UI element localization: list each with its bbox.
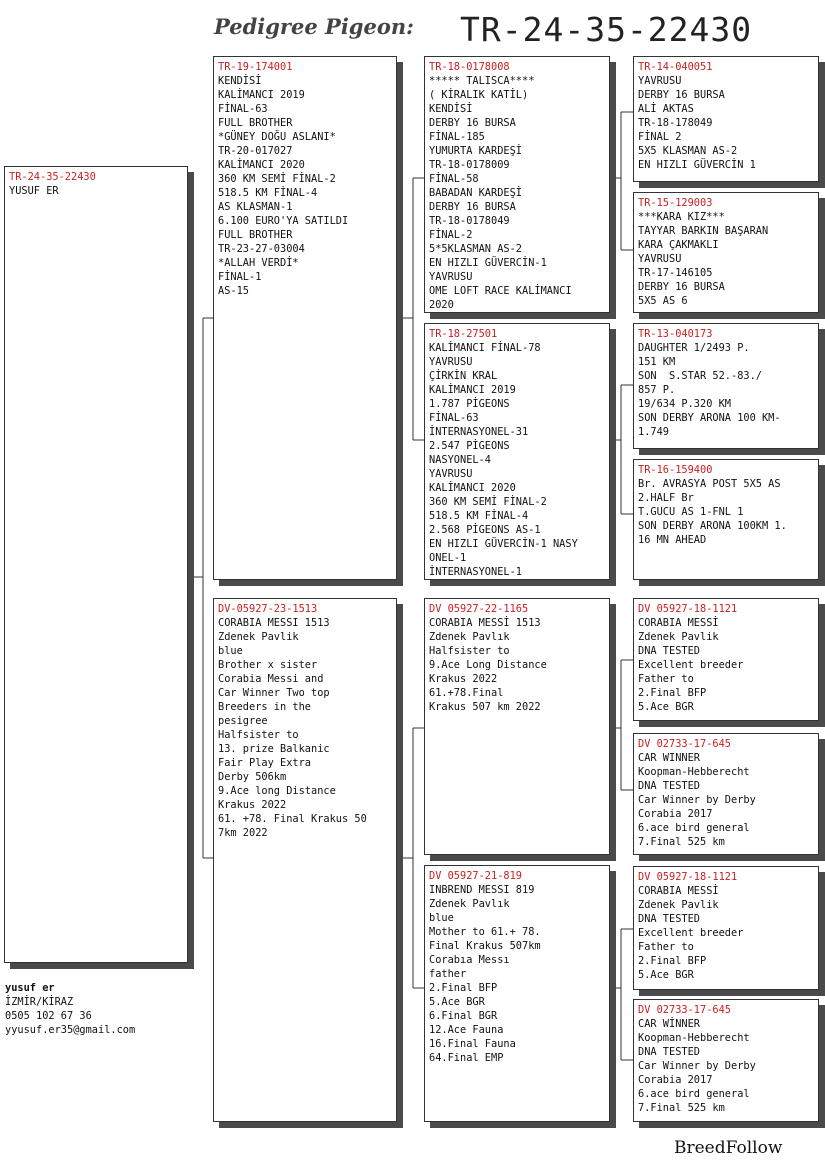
card-line: TR-18-178049 xyxy=(638,117,713,129)
card-line: İNTERNASYONEL-1 xyxy=(429,566,522,578)
owner-email: yyusuf.er35@gmail.com xyxy=(5,1024,136,1036)
card-line: FİNAL 2 xyxy=(638,131,682,143)
card-line: Krakus 507 km 2022 xyxy=(429,701,541,713)
card-line: 1.749 xyxy=(638,426,669,438)
card-line: Car Winner Two top xyxy=(218,687,330,699)
card-line: Fair Play Extra xyxy=(218,757,311,769)
card-line: KALİMANCI 2020 xyxy=(218,159,305,171)
card-line: FİNAL-2 xyxy=(429,229,473,241)
card-line: Halfsister to xyxy=(429,645,510,657)
dds-card xyxy=(633,866,819,990)
card-line: KENDİSİ xyxy=(218,75,262,87)
card-line: Breeders in the xyxy=(218,701,311,713)
ring-number: DV 05927-18-1121 xyxy=(638,871,738,883)
card-lines xyxy=(9,184,183,198)
card-line: Halfsister to xyxy=(218,729,299,741)
card-line: *ALLAH VERDİ* xyxy=(218,257,299,269)
ring-number: TR-16-159400 xyxy=(638,464,713,476)
pedigree-ring-title: TR-24-35-22430 xyxy=(460,10,753,49)
card-line: ( KİRALIK KATİL) xyxy=(429,89,529,101)
card-line: 5.Ace BGR xyxy=(429,996,485,1008)
card-line: FULL BROTHER xyxy=(218,117,293,129)
ring-number: TR-15-129003 xyxy=(638,197,713,209)
card-line: Excellent breeder xyxy=(638,927,744,939)
card-line: Derby 506km xyxy=(218,771,287,783)
card-line: EN HIZLI GÜVERCİN-1 NASY xyxy=(429,538,578,550)
card-line: KALİMANCI 2019 xyxy=(218,89,305,101)
connector-dam xyxy=(397,728,424,988)
sire-dam-card xyxy=(424,323,610,580)
card-line: 7.Final 525 km xyxy=(638,1102,725,1114)
card-line: YAVRUSU xyxy=(429,356,473,368)
card-line: DAUGHTER 1/2493 P. xyxy=(638,342,750,354)
card-line: TR-17-146105 xyxy=(638,267,713,279)
card-line: YAVRUSU xyxy=(638,75,682,87)
card-line: Car Winner by Derby xyxy=(638,794,756,806)
sire-sire-card xyxy=(424,56,610,313)
card-line: DERBY 16 BURSA xyxy=(429,201,516,213)
ring-number: DV-05927-23-1513 xyxy=(218,603,318,615)
card-line: ONEL-1 xyxy=(429,552,467,564)
card-lines xyxy=(638,616,814,714)
card-line: Car Winner by Derby xyxy=(638,1060,756,1072)
card-line: Mother to 61.+ 78. xyxy=(429,926,541,938)
connector-dd xyxy=(610,929,633,1060)
card-lines xyxy=(218,74,392,298)
card-line: CORABIA MESSİ xyxy=(638,885,719,897)
card-line: SON S.STAR 52.-83./ xyxy=(638,370,762,382)
ring-number: DV 02733-17-645 xyxy=(638,738,731,750)
ring-number: TR-19-174001 xyxy=(218,61,293,73)
card-line: YAVRUSU xyxy=(638,253,682,265)
card-lines xyxy=(429,74,605,312)
card-line: CORABIA MESSI 1513 xyxy=(218,617,330,629)
pedigree-heading: Pedigree Pigeon: xyxy=(214,14,414,39)
card-lines xyxy=(638,884,814,982)
owner-info xyxy=(5,981,135,1037)
card-line: AS KLASMAN-1 xyxy=(218,201,293,213)
brand-footer: BreedFollow xyxy=(674,1138,783,1158)
card-line: 1.787 PİGEONS xyxy=(429,398,510,410)
ring-number: TR-14-040051 xyxy=(638,61,713,73)
card-line: KALİMANCI 2020 xyxy=(429,482,516,494)
card-line: 7.Final 525 km xyxy=(638,836,725,848)
card-line: KENDİSİ xyxy=(429,103,473,115)
card-lines xyxy=(429,883,605,1065)
card-line: FULL BROTHER xyxy=(218,229,293,241)
card-line: 64.Final EMP xyxy=(429,1052,504,1064)
card-line: 151 KM xyxy=(638,356,676,368)
card-line: 2.547 PİGEONS xyxy=(429,440,510,452)
card-line: KALİMANCI 2019 xyxy=(429,384,516,396)
card-line: 5*5KLASMAN AS-2 xyxy=(429,243,522,255)
card-line: DERBY 16 BURSA xyxy=(429,117,516,129)
card-line: EN HIZLI GÜVERCİN-1 xyxy=(429,257,547,269)
card-line: DERBY 16 BURSA xyxy=(638,281,725,293)
card-line: DNA TESTED xyxy=(638,780,700,792)
card-line: SON DERBY ARONA 100 KM- xyxy=(638,412,781,424)
card-line: 16.Final Fauna xyxy=(429,1038,516,1050)
card-lines xyxy=(638,751,814,849)
dam-sire-card xyxy=(424,598,610,855)
card-line: Corabıa Messı xyxy=(429,954,510,966)
card-line: 6.100 EURO'YA SATILDI xyxy=(218,215,349,227)
card-line: 6.ace bird general xyxy=(638,1088,750,1100)
card-line: 2.568 PİGEONS AS-1 xyxy=(429,524,541,536)
ring-number: TR-18-0178008 xyxy=(429,61,510,73)
card-line: 360 KM SEMİ FİNAL-2 xyxy=(429,496,547,508)
card-line: TR-18-0178049 xyxy=(429,215,510,227)
card-line: ALİ AKTAS xyxy=(638,103,694,115)
card-line: Zdenek Pavlik xyxy=(638,631,719,643)
owner-phone: 0505 102 67 36 xyxy=(5,1010,92,1022)
card-line: YUMURTA KARDEŞİ xyxy=(429,145,522,157)
card-line: OME LOFT RACE KALİMANCI xyxy=(429,285,572,297)
card-line: 16 MN AHEAD xyxy=(638,534,707,546)
card-line: FİNAL-58 xyxy=(429,173,479,185)
dam-card xyxy=(213,598,397,1122)
card-line: 2.Final BFP xyxy=(638,687,707,699)
card-line: 2.HALF Br xyxy=(638,492,694,504)
ssd-card xyxy=(633,192,819,313)
card-line: CAR WINNER xyxy=(638,752,700,764)
card-line: pesigree xyxy=(218,715,268,727)
sire-card xyxy=(213,56,397,580)
card-line: BABADAN KARDEŞİ xyxy=(429,187,522,199)
card-line: 5X5 KLASMAN AS-2 xyxy=(638,145,738,157)
card-line: Brother x sister xyxy=(218,659,318,671)
card-line: CORABIA MESSİ 1513 xyxy=(429,617,541,629)
card-line: Zdenek Pavlık xyxy=(429,631,510,643)
card-line: Corabia 2017 xyxy=(638,1074,713,1086)
connector-sd xyxy=(610,385,633,514)
card-line: FİNAL-63 xyxy=(218,103,268,115)
card-line: Father to xyxy=(638,673,694,685)
card-line: İNTERNASYONEL-31 xyxy=(429,426,529,438)
card-line: TR-20-017027 xyxy=(218,145,293,157)
card-line: 2020 xyxy=(429,299,454,311)
card-lines xyxy=(429,616,605,714)
card-line: ÇİRKİN KRAL xyxy=(429,370,498,382)
connector-ds xyxy=(610,660,633,790)
card-line: Final Krakus 507km xyxy=(429,940,541,952)
card-line: Krakus 2022 xyxy=(429,673,498,685)
card-line: 2.Final BFP xyxy=(429,982,498,994)
card-line: 61.+78.Final xyxy=(429,687,504,699)
card-line: 6.Final BGR xyxy=(429,1010,498,1022)
ring-number: TR-24-35-22430 xyxy=(9,171,96,183)
card-line: FİNAL-1 xyxy=(218,271,262,283)
ring-number: DV 02733-17-645 xyxy=(638,1004,731,1016)
dsd-card xyxy=(633,733,819,855)
card-line: YAVRUSU xyxy=(429,468,473,480)
card-line: Zdenek Pavlik xyxy=(638,899,719,911)
card-line: 5.Ace BGR xyxy=(638,701,694,713)
card-line: Excellent breeder xyxy=(638,659,744,671)
card-line: EN HIZLI GÜVERCİN 1 xyxy=(638,159,756,171)
card-lines xyxy=(638,1017,814,1115)
card-line: 13. prize Balkanic xyxy=(218,743,330,755)
card-line: YAVRUSU xyxy=(429,271,473,283)
card-line: 5.Ace BGR xyxy=(638,969,694,981)
card-line: Br. AVRASYA POST 5X5 AS xyxy=(638,478,781,490)
card-line: KALİMANCI FİNAL-78 xyxy=(429,342,541,354)
card-line: CORABIA MESSİ xyxy=(638,617,719,629)
card-line: 5X5 AS 6 xyxy=(638,295,688,307)
ring-number: TR-13-040173 xyxy=(638,328,713,340)
card-line: 9.Ace long Distance xyxy=(218,785,336,797)
card-line: TR-23-27-03004 xyxy=(218,243,305,255)
card-line: Zdenek Pavlık xyxy=(429,898,510,910)
card-line: DERBY 16 BURSA xyxy=(638,89,725,101)
connector-sire xyxy=(397,178,424,440)
ring-number: TR-18-27501 xyxy=(429,328,498,340)
card-lines xyxy=(638,477,814,547)
card-line: 360 KM SEMİ FİNAL-2 xyxy=(218,173,336,185)
card-lines xyxy=(638,74,814,172)
ring-number: DV 05927-21-819 xyxy=(429,870,522,882)
card-line: FİNAL-63 xyxy=(429,412,479,424)
card-line: CAR WİNNER xyxy=(638,1018,700,1030)
card-line: DNA TESTED xyxy=(638,913,700,925)
card-lines xyxy=(638,210,814,308)
card-line: DNA TESTED xyxy=(638,1046,700,1058)
subject-card xyxy=(4,166,188,963)
card-line: ***** TALISCA**** xyxy=(429,75,535,87)
card-line: DNA TESTED xyxy=(638,645,700,657)
ddd-card xyxy=(633,999,819,1122)
card-line: ***KARA KIZ*** xyxy=(638,211,725,223)
card-line: 7km 2022 xyxy=(218,827,268,839)
sdd-card xyxy=(633,459,819,580)
card-line: 518.5 KM FİNAL-4 xyxy=(429,510,529,522)
card-lines xyxy=(218,616,392,840)
card-line: Corabia Messi and xyxy=(218,673,324,685)
card-line: SON DERBY ARONA 100KM 1. xyxy=(638,520,787,532)
ring-number: DV 05927-18-1121 xyxy=(638,603,738,615)
card-line: Corabia 2017 xyxy=(638,808,713,820)
owner-city: İZMİR/KİRAZ xyxy=(5,996,74,1008)
card-line: Zdenek Pavlik xyxy=(218,631,299,643)
card-line: 19/634 P.320 KM xyxy=(638,398,731,410)
connector-ss xyxy=(610,112,633,250)
card-line: Father to xyxy=(638,941,694,953)
card-line: 12.Ace Fauna xyxy=(429,1024,504,1036)
dam-dam-card xyxy=(424,865,610,1122)
dss-card xyxy=(633,598,819,721)
card-line: blue xyxy=(429,912,454,924)
card-line: 857 P. xyxy=(638,384,676,396)
card-line: 2.Final BFP xyxy=(638,955,707,967)
card-line: FİNAL-185 xyxy=(429,131,485,143)
card-line: Koopman-Hebberecht xyxy=(638,766,750,778)
card-line: KARA ÇAKMAKLI xyxy=(638,239,719,251)
card-line: *GÜNEY DOĞU ASLANI* xyxy=(218,131,336,143)
sss-card xyxy=(633,56,819,182)
card-line: TR-18-0178009 xyxy=(429,159,510,171)
card-line: blue xyxy=(218,645,243,657)
ring-number: DV 05927-22-1165 xyxy=(429,603,529,615)
card-line: T.GUCU AS 1-FNL 1 xyxy=(638,506,744,518)
card-line: YUSUF ER xyxy=(9,185,59,197)
connector-subject xyxy=(190,318,214,858)
card-line: 61. +78. Final Krakus 50 xyxy=(218,813,367,825)
card-line: NASYONEL-4 xyxy=(429,454,491,466)
card-line: INBREND MESSI 819 xyxy=(429,884,535,896)
card-line: 9.Ace Long Distance xyxy=(429,659,547,671)
card-lines xyxy=(638,341,814,439)
card-line: TAYYAR BARKIN BAŞARAN xyxy=(638,225,769,237)
card-line: father xyxy=(429,968,467,980)
sds-card xyxy=(633,323,819,449)
card-line: 518.5 KM FİNAL-4 xyxy=(218,187,318,199)
card-line: Krakus 2022 xyxy=(218,799,287,811)
card-line: 6.ace bird general xyxy=(638,822,750,834)
card-line: Koopman-Hebberecht xyxy=(638,1032,750,1044)
card-lines xyxy=(429,341,605,579)
card-line: AS-15 xyxy=(218,285,249,297)
owner-name: yusuf er xyxy=(5,982,55,994)
